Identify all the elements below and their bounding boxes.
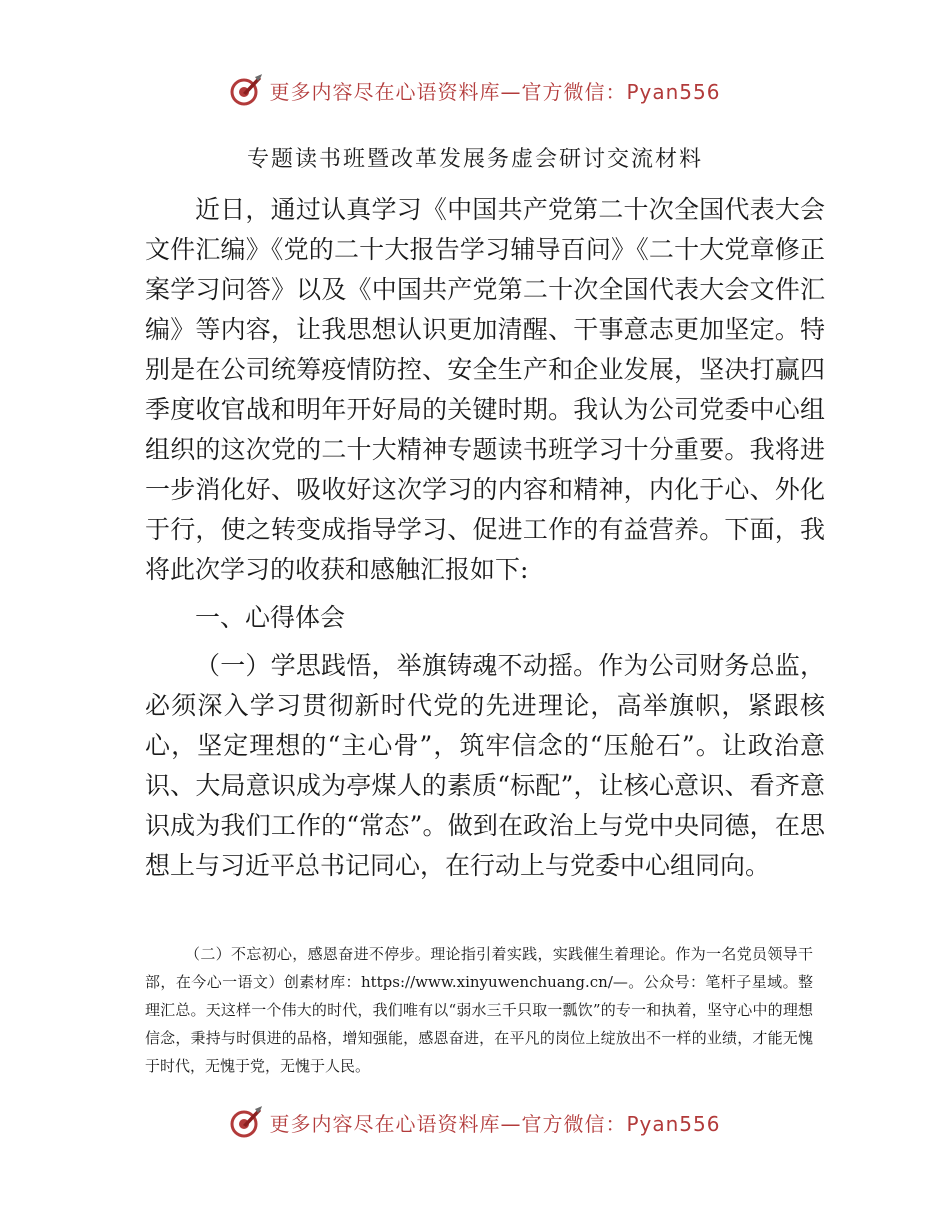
section-paragraph-1: （一）学思践悟，举旗铸魂不动摇。作为公司财务总监，必须深入学习贯彻新时代党的先进理论，高举旗帜，紧跟核心，坚定理想的“主心骨”，筑牢信念的“压舱石”。让政治意识、大局意识成为亭煤人的素质“标配”，让核心意识、看齐意识成为我们工作的“常态”。做到在政治上与党中央同德，在思想上与习近平总书记同心，在行动上与党委中心组同向。 bbox=[145, 651, 825, 880]
quill-logo-icon bbox=[229, 73, 263, 107]
banner-text: 更多内容尽在心语资料库—官方微信：Pyan556 bbox=[269, 79, 721, 104]
document-body bbox=[145, 190, 825, 890]
header-watermark-banner bbox=[0, 68, 950, 112]
intro-paragraph: 近日，通过认真学习《中国共产党第二十次全国代表大会文件汇编》《党的二十大报告学习辅导百问》《二十大党章修正案学习问答》以及《中国共产党第二十次全国代表大会文件汇编》等内容，让我思想认识更加清醒、干事意志更加坚定。特别是在公司统筹疫情防控、安全生产和企业发展，坚决打赢四季度收官战和明年开好局的关键时期。我认为公司党委中心组组织的这次党的二十大精神专题读书班学习十分重要。我将进一步消化好、吸收好这次学习的内容和精神，内化于心、外化于行，使之转变成指导学习、促进工作的有益营养。下面，我将此次学习的收获和感触汇报如下: bbox=[145, 195, 825, 584]
footer-watermark-banner bbox=[0, 1100, 950, 1144]
small-print-paragraph: （二）不忘初心，感恩奋进不停步。理论指引着实践，实践催生着理论。作为一名党员领导干部，在今心一语文）创素材库：https://www.xinyuwenchuang.cn/—。公众号：笔杆子星域。整理汇总。天这样一个伟大的时代，我们唯有以“弱水三千只取一瓢饮”的专一和执着，坚守心中的理想信念，秉持与时俱进的品格，增知强能，感恩奋进，在平凡的岗位上绽放出不一样的业绩，才能无愧于时代，无愧于党，无愧于人民。 bbox=[145, 945, 813, 1075]
quill-logo-icon bbox=[229, 1105, 263, 1139]
document-title: 专题读书班暨改革发展务虚会研讨交流材料 bbox=[246, 147, 703, 172]
banner-text: 更多内容尽在心语资料库—官方微信：Pyan556 bbox=[269, 1111, 721, 1136]
section-heading: 一、心得体会 bbox=[195, 603, 346, 632]
